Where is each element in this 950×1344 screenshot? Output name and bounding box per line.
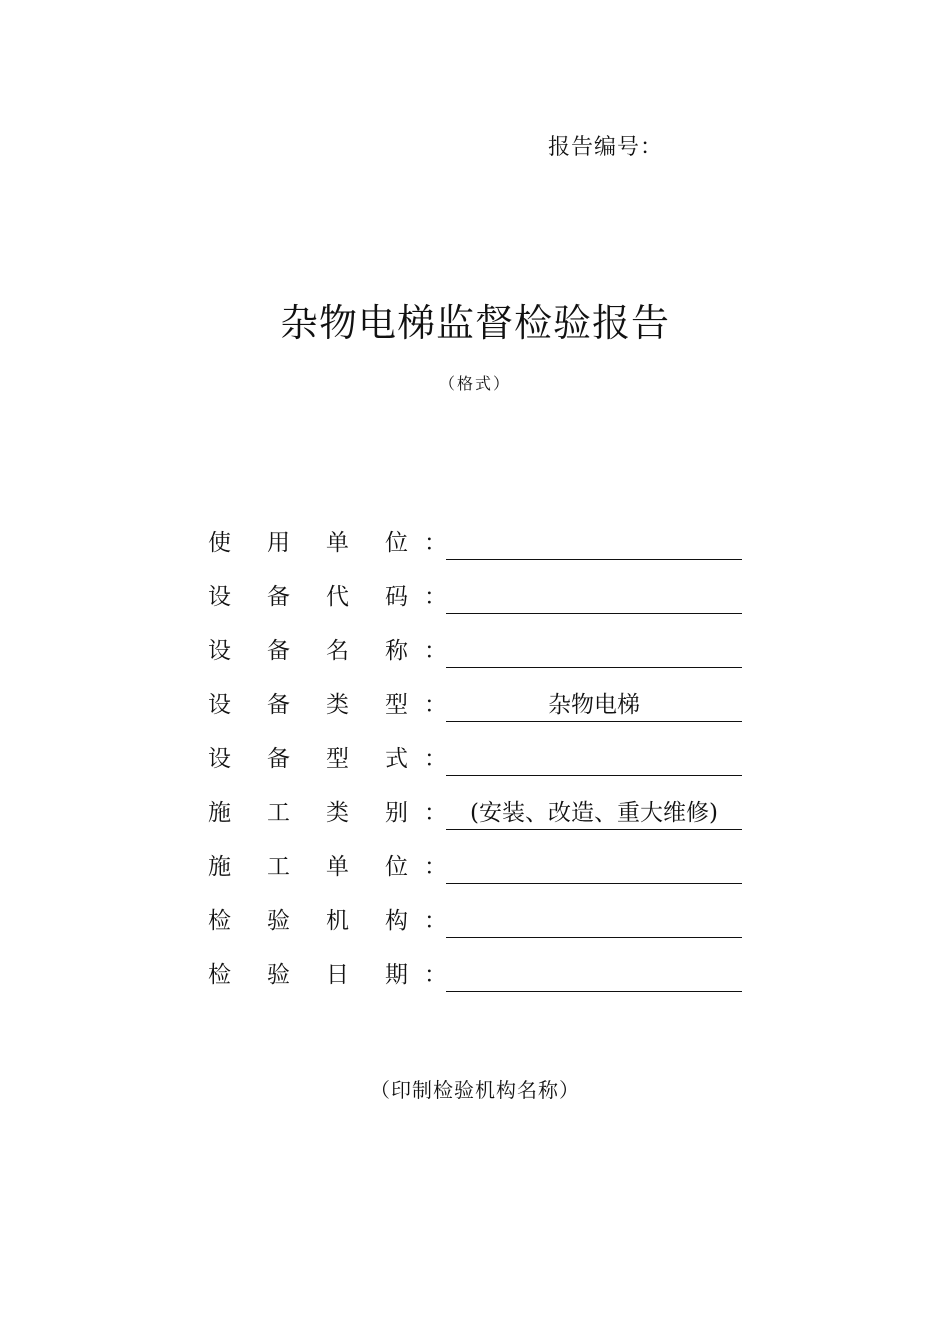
field-equipment-type [208,683,744,723]
label-char: 机 [326,908,349,934]
field-colon: ： [424,638,447,664]
label-char: 类 [326,800,349,826]
field-colon: ： [424,800,447,826]
report-number-label: 报告编号： [548,135,664,160]
field-label [208,799,408,827]
label-char: 检 [208,908,231,934]
equipment-name-value[interactable] [446,629,742,668]
field-label [208,961,408,989]
field-colon: ： [424,962,447,988]
label-char: 名 [326,638,349,664]
field-colon: ： [424,746,447,772]
label-char: 式 [385,746,408,772]
label-char: 检 [208,962,231,988]
label-char: 位 [385,530,408,556]
label-char: 使 [208,530,231,556]
label-char: 备 [267,746,290,772]
equipment-code-value[interactable] [446,575,742,614]
label-char: 施 [208,854,231,880]
field-label [208,529,408,557]
field-construction-unit [208,845,744,885]
equipment-model-value[interactable] [446,737,742,776]
label-char: 单 [326,854,349,880]
label-char: 构 [385,908,408,934]
label-char: 验 [267,962,290,988]
label-char: 施 [208,800,231,826]
field-colon: ： [424,692,447,718]
label-char: 验 [267,908,290,934]
label-char: 位 [385,854,408,880]
label-char: 称 [385,638,408,664]
label-char: 工 [267,854,290,880]
equipment-type-value[interactable]: 杂物电梯 [446,683,742,722]
field-equipment-name [208,629,744,669]
inspection-agency-value[interactable] [446,899,742,938]
field-label [208,583,408,611]
label-char: 备 [267,584,290,610]
label-char: 型 [385,692,408,718]
field-colon: ： [424,530,447,556]
construction-type-value[interactable]: (安装、改造、重大维修) [446,791,742,830]
label-char: 工 [267,800,290,826]
label-char: 备 [267,638,290,664]
field-label [208,853,408,881]
inspection-date-value[interactable] [446,953,742,992]
label-char: 设 [208,638,231,664]
label-char: 单 [326,530,349,556]
field-colon: ： [424,584,447,610]
field-construction-type [208,791,744,831]
field-label [208,691,408,719]
label-char: 日 [326,962,349,988]
field-label [208,745,408,773]
field-label [208,637,408,665]
field-inspection-agency [208,899,744,939]
label-char: 设 [208,584,231,610]
label-char: 别 [385,800,408,826]
label-char: 备 [267,692,290,718]
footer-agency-name: （印制检验机构名称） [370,1078,580,1102]
label-char: 设 [208,746,231,772]
field-equipment-code [208,575,744,615]
construction-unit-value[interactable] [446,845,742,884]
label-char: 设 [208,692,231,718]
report-title: 杂物电梯监督检验报告 [279,301,670,345]
field-colon: ： [424,908,447,934]
report-subtitle: （格式） [438,374,511,393]
label-char: 码 [385,584,408,610]
label-char: 类 [326,692,349,718]
field-equipment-model [208,737,744,777]
field-label [208,907,408,935]
label-char: 代 [326,584,349,610]
label-char: 期 [385,962,408,988]
label-char: 用 [267,530,290,556]
user-unit-value[interactable] [446,521,742,560]
field-user-unit [208,521,744,561]
label-char: 型 [326,746,349,772]
field-colon: ： [424,854,447,880]
field-inspection-date [208,953,744,993]
